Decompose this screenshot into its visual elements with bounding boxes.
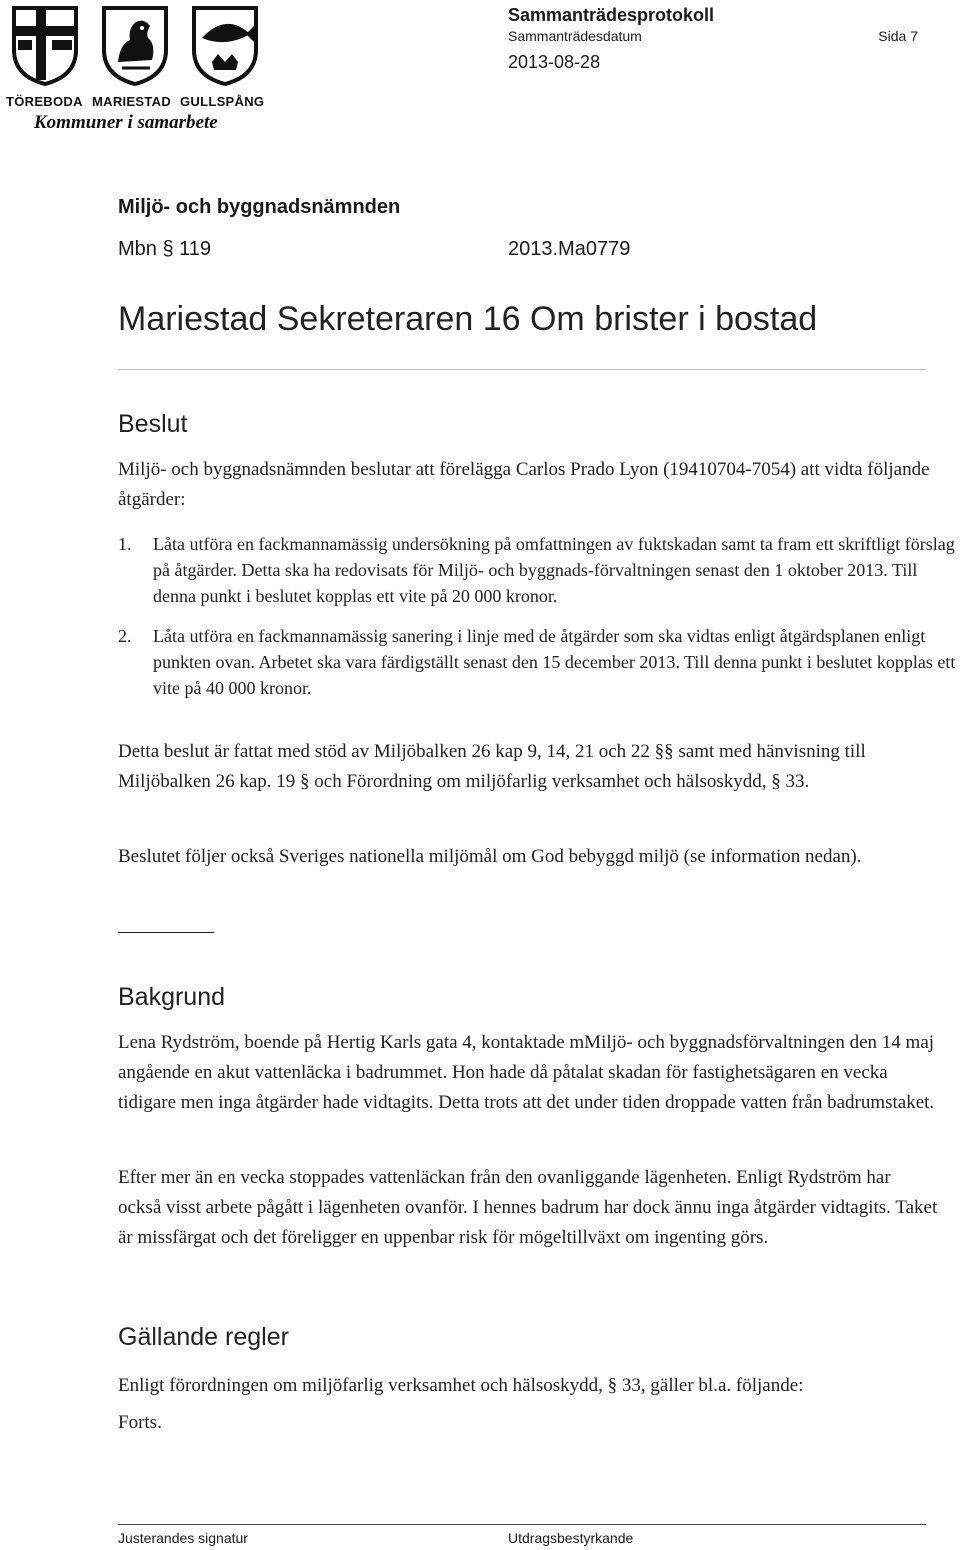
list-item (118, 531, 958, 609)
section-heading-bakgrund: Bakgrund (118, 983, 226, 1011)
title-divider (118, 369, 926, 370)
decision-list (118, 531, 958, 715)
town-name-toreboda: TÖREBODA (6, 94, 83, 109)
board-name: Miljö- och byggnadsnämnden (118, 196, 401, 218)
mariestad-shield-icon (100, 4, 170, 86)
meeting-date-label: Sammanträdesdatum (508, 28, 642, 44)
page-number: Sida 7 (878, 28, 918, 44)
logo-tagline: Kommuner i samarbete (34, 112, 218, 133)
document-type: Sammanträdesprotokoll (508, 5, 715, 25)
section-heading-regler: Gällande regler (118, 1323, 289, 1351)
municipal-logo (6, 4, 266, 134)
page-title: Mariestad Sekreteraren 16 Om brister i bostad (118, 300, 818, 338)
list-item-number: 1. (118, 534, 132, 554)
legal-basis: Detta beslut är fattat med stöd av Miljöbalken 26 kap 9, 14, 21 och 22 §§ samt med hänvisning till Miljöbalken 26 kap. 19 § och Förordning om miljöfarlig verksamhet och hälsoskydd, § 33. (118, 741, 866, 792)
decision-intro: Miljö- och byggnadsnämnden beslutar att förelägga Carlos Prado Lyon (19410704-7054) att vidta följande åtgärder: (118, 459, 930, 510)
list-item (118, 623, 958, 701)
background-paragraph-1: Lena Rydström, boende på Hertig Karls gata 4, kontaktade mMiljö- och byggnadsförvaltningen den 14 maj angående en akut vattenläcka i badrummet. Hon hade då påtalat skadan för fastighetsägaren en vecka tidigare men inga åtgärder hade vidtagits. Detta trots att det under tiden droppade vatten från badrumstaket. (118, 1032, 935, 1113)
section-divider (118, 932, 214, 933)
footer-signature-label: Justerandes signatur (118, 1530, 248, 1546)
footer-certification-label: Utdragsbestyrkande (508, 1530, 634, 1546)
list-item-text: Låta utföra en fackmannamässig undersökning på omfattningen av fuktskadan samt ta fram ett skriftligt förslag på åtgärder. Detta ska ha redovisats för Miljö- och byggnads-förvaltningen senast den 1 oktober 2013. Till denna punkt i beslutet kopplas ett vite på 20 000 kronor. (153, 534, 955, 606)
rules-paragraph: Enligt förordningen om miljöfarlig verksamhet och hälsoskydd, § 33, gäller bl.a. följande: (118, 1375, 804, 1396)
paragraph-reference: Mbn § 119 (118, 238, 212, 260)
gullspang-shield-icon (190, 4, 260, 86)
environmental-goal: Beslutet följer också Sveriges nationella miljömål om God bebyggd miljö (se information nedan). (118, 846, 862, 867)
town-name-gullspang: GULLSPÅNG (180, 94, 265, 109)
meeting-date: 2013-08-28 (508, 52, 601, 72)
continued-marker: Forts. (118, 1412, 162, 1433)
list-item-text: Låta utföra en fackmannamässig sanering i linje med de åtgärder som ska vidtas enligt åtgärdsplanen enligt punkten ovan. Arbetet ska vara färdigställt senast den 15 december 2013. Till denna punkt i beslutet kopplas ett vite på 40 000 kronor. (153, 626, 956, 698)
case-number: 2013.Ma0779 (508, 238, 631, 260)
list-item-number: 2. (118, 626, 132, 646)
town-name-mariestad: MARIESTAD (92, 94, 172, 109)
section-heading-beslut: Beslut (118, 410, 188, 438)
toreboda-shield-icon (10, 4, 80, 86)
footer-divider (118, 1524, 926, 1525)
background-paragraph-2: Efter mer än en vecka stoppades vattenläckan från den ovanliggande lägenheten. Enligt Rydström har också visst arbete pågått i lägenheten ovanför. I hennes badrum har dock ännu inga åtgärder vidtagits. Taket är missfärgat och det föreligger en uppenbar risk för mögeltillväxt om ingenting görs. (118, 1167, 938, 1248)
